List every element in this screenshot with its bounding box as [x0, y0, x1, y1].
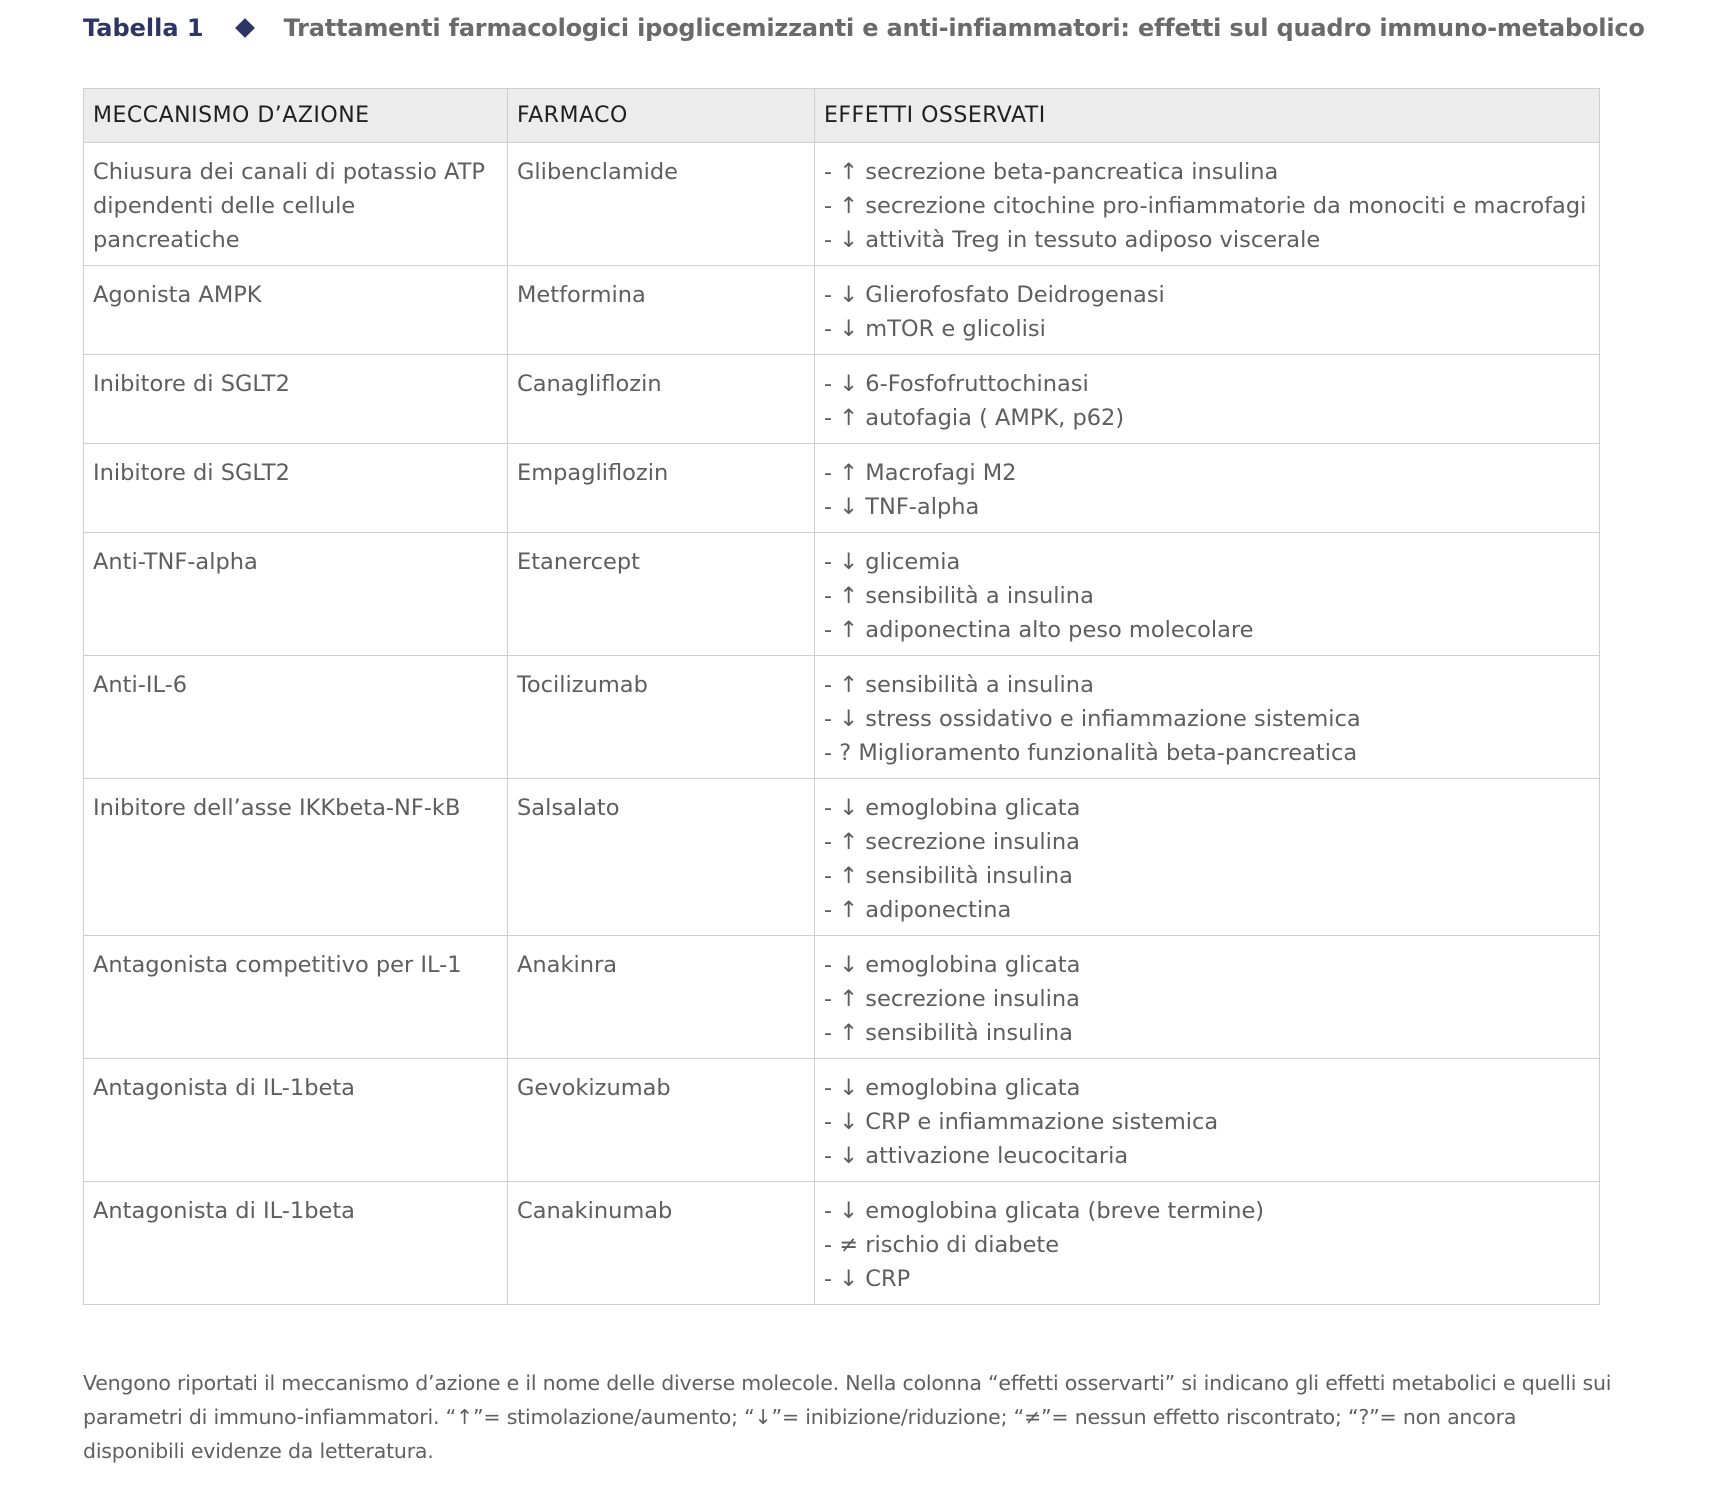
effect-item: - ↑ Macrofagi M2 [824, 460, 1017, 486]
effect-item: - ↑ secrezione insulina [824, 829, 1080, 855]
effects-cell [815, 1059, 1600, 1182]
effect-item: - ↓ emoglobina glicata (breve termine) [824, 1198, 1265, 1224]
effects-cell [815, 355, 1600, 444]
table-footnote: Vengono riportati il meccanismo d’azione e il nome delle diverse molecole. Nella colonna “effetti osservarti” si indicano gli effetti metabolici e quelli sui parametri di immuno-infiammatori. “↑”= stimolazione/aumento; “↓”= inibizione/riduzione; “≠”= nessun effetto riscontrato; “?”= non ancora disponibili evidenze da letteratura. [83, 1371, 1612, 1463]
mechanism-cell: Agonista AMPK [84, 266, 508, 355]
table-number-label: Tabella 1 [83, 14, 204, 42]
effect-item: - ↓ stress ossidativo e infiammazione sistemica [824, 706, 1361, 732]
drug-cell: Empagliflozin [508, 444, 815, 533]
header-effects: EFFETTI OSSERVATI [815, 89, 1600, 143]
effect-item: - ↓ glicemia [824, 549, 961, 575]
effects-cell [815, 533, 1600, 656]
table-title: Trattamenti farmacologici ipoglicemizzanti e anti-infiammatori: effetti sul quadro immuno-metabolico [283, 14, 1645, 42]
diamond-icon [235, 18, 255, 38]
table-caption [83, 10, 1645, 46]
effects-cell [815, 143, 1600, 266]
effect-item: - ↑ secrezione beta-pancreatica insulina [824, 159, 1279, 185]
effect-item: - ↑ sensibilità insulina [824, 1020, 1073, 1046]
effects-cell [815, 444, 1600, 533]
drug-cell: Gevokizumab [508, 1059, 815, 1182]
effect-item: - ↓ CRP e infiammazione sistemica [824, 1109, 1219, 1135]
mechanism-cell: Inibitore dell’asse IKKbeta-NF-kB [84, 779, 508, 936]
effect-item: - ↑ adiponectina [824, 897, 1012, 923]
effect-item: - ↑ secrezione insulina [824, 986, 1080, 1012]
effects-cell [815, 779, 1600, 936]
effects-cell [815, 656, 1600, 779]
table-row [84, 444, 1600, 533]
effect-item: - ↓ emoglobina glicata [824, 1075, 1081, 1101]
effect-item: - ? Miglioramento funzionalità beta-pancreatica [824, 740, 1358, 766]
table-body [84, 143, 1600, 1305]
treatments-table [83, 88, 1600, 1305]
effect-item: - ↓ Glierofosfato Deidrogenasi [824, 282, 1165, 308]
effect-item: - ↓ emoglobina glicata [824, 952, 1081, 978]
mechanism-cell: Chiusura dei canali di potassio ATP dipendenti delle cellule pancreatiche [84, 143, 508, 266]
effect-item: - ↑ secrezione citochine pro-infiammatorie da monociti e macrofagi [824, 193, 1587, 219]
effect-item: - ↓ attivazione leucocitaria [824, 1143, 1129, 1169]
effect-item: - ↑ sensibilità a insulina [824, 672, 1094, 698]
mechanism-cell: Antagonista di IL-1beta [84, 1182, 508, 1305]
effects-cell [815, 936, 1600, 1059]
effect-item: - ↓ attività Treg in tessuto adiposo viscerale [824, 227, 1321, 253]
table-row [84, 779, 1600, 936]
effects-cell [815, 1182, 1600, 1305]
effect-item: - ↓ 6-Fosfofruttochinasi [824, 371, 1089, 397]
drug-cell: Glibenclamide [508, 143, 815, 266]
effect-item: - ↓ mTOR e glicolisi [824, 316, 1046, 342]
drug-cell: Canagliflozin [508, 355, 815, 444]
mechanism-cell: Antagonista competitivo per IL-1 [84, 936, 508, 1059]
mechanism-cell: Inibitore di SGLT2 [84, 444, 508, 533]
mechanism-cell: Antagonista di IL-1beta [84, 1059, 508, 1182]
table-header-row [84, 89, 1600, 143]
table-row [84, 266, 1600, 355]
table-row [84, 1059, 1600, 1182]
drug-cell: Etanercept [508, 533, 815, 656]
mechanism-cell: Anti-IL-6 [84, 656, 508, 779]
drug-cell: Metformina [508, 266, 815, 355]
effect-item: - ≠ rischio di diabete [824, 1232, 1060, 1258]
effect-item: - ↓ TNF-alpha [824, 494, 980, 520]
effect-item: - ↑ autofagia ( AMPK, p62) [824, 405, 1125, 431]
table-row [84, 656, 1600, 779]
effect-item: - ↓ emoglobina glicata [824, 795, 1081, 821]
effects-cell [815, 266, 1600, 355]
effect-item: - ↑ adiponectina alto peso molecolare [824, 617, 1254, 643]
table-row [84, 143, 1600, 266]
table-row [84, 1182, 1600, 1305]
drug-cell: Anakinra [508, 936, 815, 1059]
header-mechanism: MECCANISMO D’AZIONE [84, 89, 508, 143]
effect-item: - ↑ sensibilità insulina [824, 863, 1073, 889]
mechanism-cell: Inibitore di SGLT2 [84, 355, 508, 444]
effect-item: - ↑ sensibilità a insulina [824, 583, 1094, 609]
table-row [84, 936, 1600, 1059]
drug-cell: Salsalato [508, 779, 815, 936]
table-row [84, 355, 1600, 444]
drug-cell: Tocilizumab [508, 656, 815, 779]
table-row [84, 533, 1600, 656]
mechanism-cell: Anti-TNF-alpha [84, 533, 508, 656]
effect-item: - ↓ CRP [824, 1266, 911, 1292]
header-drug: FARMACO [508, 89, 815, 143]
drug-cell: Canakinumab [508, 1182, 815, 1305]
